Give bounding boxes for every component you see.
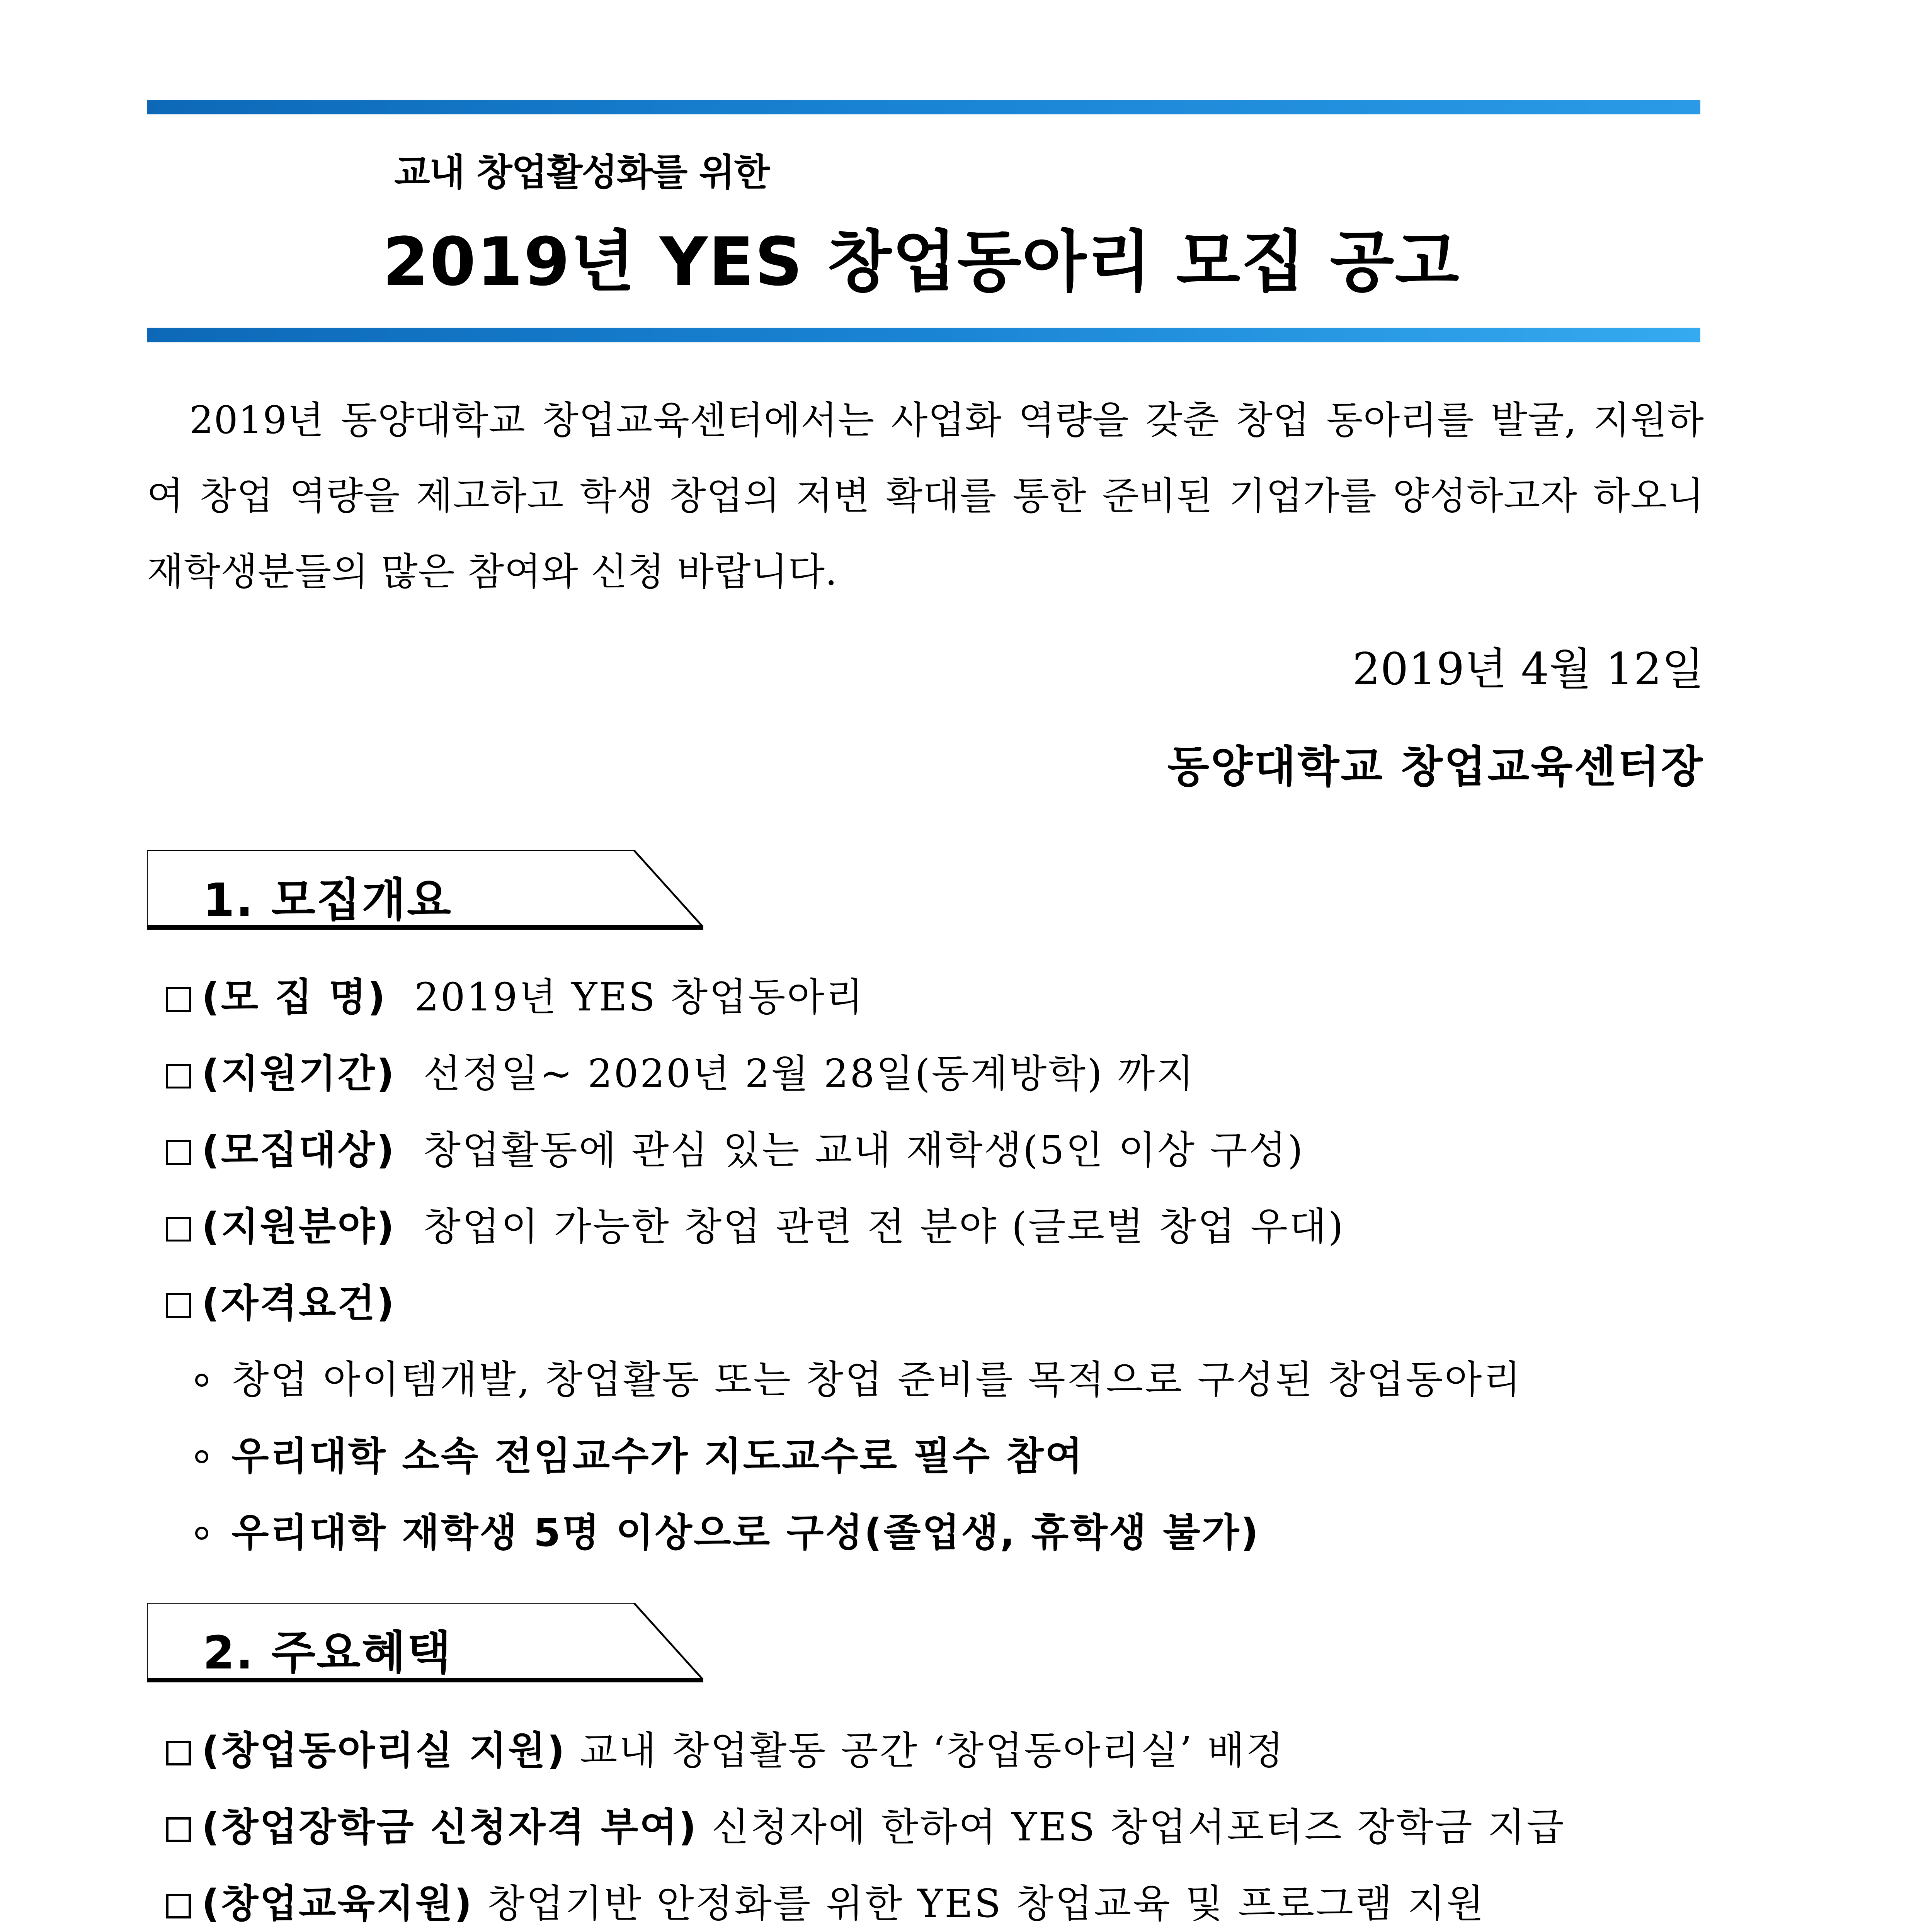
item-value: 교내 창업활동 공간 ‘창업동아리실’ 배정 bbox=[580, 1728, 1285, 1773]
list-item bbox=[166, 1796, 1565, 1852]
checkbox-icon bbox=[166, 1741, 191, 1765]
item-value: 2019년 YES 창업동아리 bbox=[414, 975, 865, 1020]
list-item bbox=[166, 1043, 1195, 1098]
intro-paragraph: 2019년 동양대학교 창업교육센터에서는 사업화 역량을 갖춘 창업 동아리를 발굴, 지원하여 창업 역량을 제고하고 학생 창업의 저변 확대를 통한 준비된 기업가를 양성하고자 하오니 재학생분들의 많은 참여와 신청 바랍니다. bbox=[147, 398, 1704, 594]
item-value: 신청자에 한하여 YES 창업서포터즈 장학금 지급 bbox=[711, 1804, 1565, 1850]
bullet-circle-icon bbox=[195, 1374, 208, 1387]
title-top-rule bbox=[147, 100, 1700, 114]
section-header-1 bbox=[147, 850, 703, 931]
item-label: (자격요건) bbox=[202, 1281, 396, 1326]
bullet-circle-icon bbox=[195, 1450, 208, 1463]
item-label: (창업교육지원) bbox=[202, 1881, 474, 1926]
list-item bbox=[166, 1196, 1345, 1251]
requirement-item: 우리대학 소속 전임교수가 지도교수로 필수 참여 bbox=[195, 1425, 1084, 1481]
list-item bbox=[166, 966, 865, 1022]
requirement-item: 우리대학 재학생 5명 이상으로 구성(졸업생, 휴학생 불가) bbox=[195, 1502, 1260, 1557]
notice-signer: 동양대학교 창업교육센터장 bbox=[1167, 742, 1704, 792]
checkbox-icon bbox=[166, 1217, 191, 1242]
item-label: (지원분야) bbox=[202, 1204, 396, 1249]
requirement-item: 창업 아이템개발, 창업활동 또는 창업 준비를 목적으로 구성된 창업동아리 bbox=[195, 1349, 1522, 1404]
list-item bbox=[166, 1272, 396, 1328]
item-value: 선정일~ 2020년 2월 28일(동계방학) 까지 bbox=[423, 1051, 1195, 1096]
checkbox-icon bbox=[166, 987, 191, 1012]
title-bottom-rule bbox=[147, 328, 1700, 342]
list-item bbox=[166, 1119, 1304, 1175]
section-header-2 bbox=[147, 1603, 703, 1684]
item-label: (지원기간) bbox=[202, 1051, 396, 1096]
checkbox-icon bbox=[166, 1817, 191, 1842]
item-label: (창업동아리실 지원) bbox=[202, 1728, 567, 1773]
item-value: 창업활동에 관심 있는 교내 재학생(5인 이상 구성) bbox=[423, 1128, 1305, 1173]
section-title: 1. 모집개요 bbox=[203, 873, 452, 927]
list-item bbox=[166, 1719, 1285, 1775]
checkbox-icon bbox=[166, 1140, 191, 1165]
item-value: 창업이 가능한 창업 관련 전 분야 (글로벌 창업 우대) bbox=[423, 1204, 1345, 1249]
list-item bbox=[166, 1872, 1485, 1928]
checkbox-icon bbox=[166, 1894, 191, 1918]
notice-date: 2019년 4월 12일 bbox=[1352, 643, 1704, 695]
checkbox-icon bbox=[166, 1064, 191, 1088]
item-label: (모집대상) bbox=[202, 1128, 396, 1173]
item-label: (창업장학금 신청자격 부여) bbox=[202, 1804, 698, 1850]
item-value: 창업기반 안정화를 위한 YES 창업교육 및 프로그램 지원 bbox=[487, 1881, 1485, 1926]
page-title: 2019년 YES 창업동아리 모집 공고 bbox=[383, 223, 1460, 301]
item-label: (모 집 명) bbox=[202, 975, 387, 1020]
checkbox-icon bbox=[166, 1293, 191, 1318]
subtitle: 교내 창업활성화를 위한 bbox=[394, 151, 769, 194]
section-title: 2. 주요혜택 bbox=[203, 1626, 452, 1679]
bullet-circle-icon bbox=[195, 1527, 208, 1540]
